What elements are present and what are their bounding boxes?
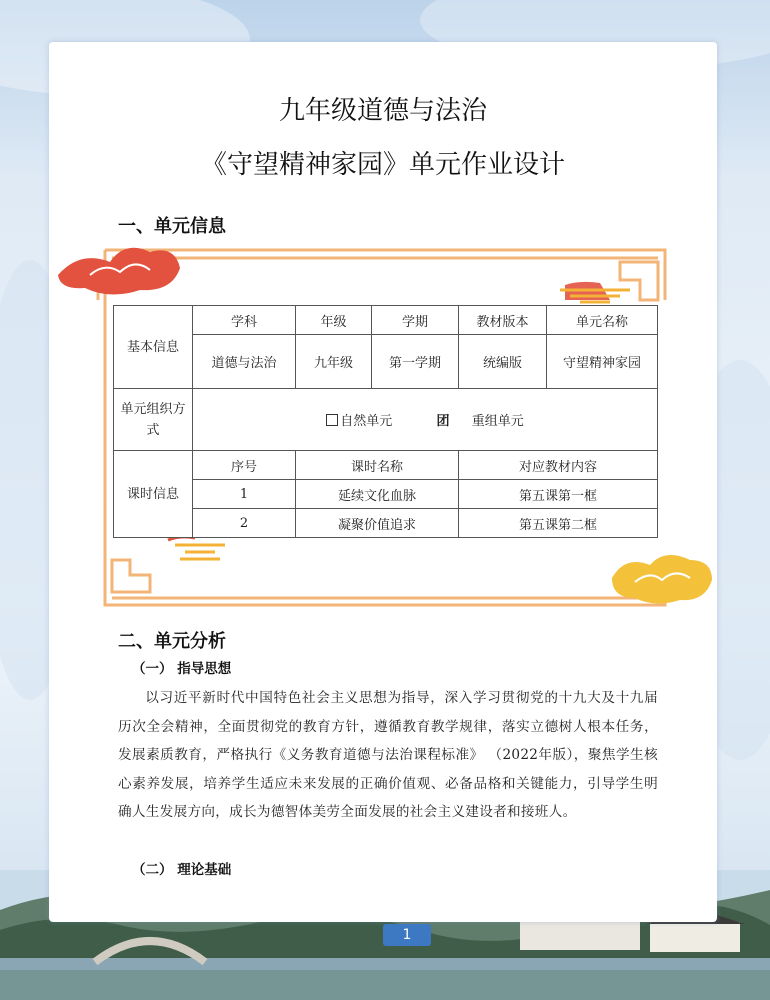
table-cell: 道德与法治 <box>193 335 296 389</box>
org-option-regrouped: 重组单元 <box>471 414 524 429</box>
subheading-guiding-ideology: （一） 指导思想 <box>132 661 232 677</box>
org-method-options <box>193 389 658 451</box>
subheading-theoretical-basis: （二） 理论基础 <box>132 862 232 878</box>
table-header: 教材版本 <box>459 306 547 335</box>
section-heading-unit-info: 一、单元信息 <box>118 216 226 237</box>
table-header: 课时名称 <box>296 451 459 480</box>
table-cell: 九年级 <box>296 335 372 389</box>
unit-info-table <box>113 305 658 538</box>
table-cell: 第五课第二框 <box>459 509 658 538</box>
table-cell: 第五课第一框 <box>459 480 658 509</box>
org-method-label: 单元组织方式 <box>114 389 193 451</box>
table-row <box>114 480 658 509</box>
lesson-info-label: 课时信息 <box>114 451 193 538</box>
table-cell: 第一学期 <box>372 335 459 389</box>
checkbox-icon <box>326 414 338 426</box>
table-cell: 凝聚价值追求 <box>296 509 459 538</box>
basic-info-label: 基本信息 <box>114 306 193 389</box>
paragraph-guiding-ideology: 以习近平新时代中国特色社会主义思想为指导，深入学习贯彻党的十九大及十九届历次全会精神，全面贯彻党的教育方针，遵循教育教学规律，落实立德树人根本任务，发展素质教育，严格执行《义务教育道德与法治课程标准》 （2022年版），聚焦学生核心素养发展，培养学生适应未来发展的正确价值观、必备品格和关键能力，引导学生明确人生发展方向，成长为德智体美劳全面发展的社会主义建设者和接班人。 <box>118 690 658 820</box>
page-number-badge: 1 <box>383 924 431 946</box>
table-header: 对应教材内容 <box>459 451 658 480</box>
table-cell: 2 <box>193 509 296 538</box>
table-header: 单元名称 <box>547 306 658 335</box>
section-heading-unit-analysis: 二、单元分析 <box>118 631 226 652</box>
table-cell: 统编版 <box>459 335 547 389</box>
org-option-natural: 自然单元 <box>340 414 393 429</box>
table-cell: 延续文化血脉 <box>296 480 459 509</box>
table-header: 学科 <box>193 306 296 335</box>
document-title: 九年级道德与法治 <box>278 96 487 126</box>
table-header: 序号 <box>193 451 296 480</box>
checked-mark: 团 <box>436 414 450 429</box>
table-cell: 守望精神家园 <box>547 335 658 389</box>
table-header: 年级 <box>296 306 372 335</box>
document-subtitle: 《守望精神家园》单元作业设计 <box>200 150 565 180</box>
table-row <box>114 509 658 538</box>
table-cell: 1 <box>193 480 296 509</box>
table-header: 学期 <box>372 306 459 335</box>
